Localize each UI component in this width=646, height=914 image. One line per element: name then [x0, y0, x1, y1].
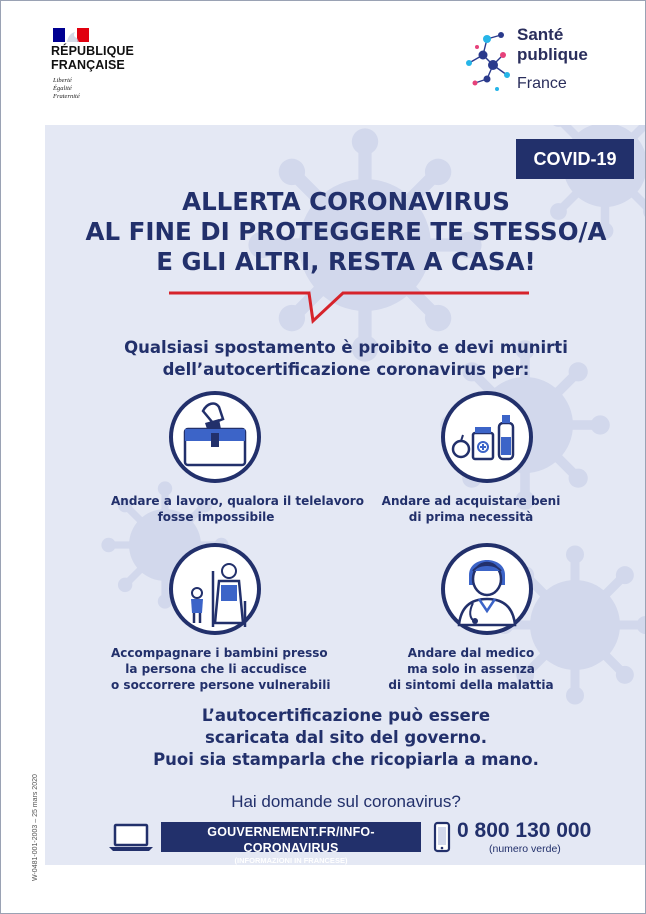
- reason-work-line1: Andare a lavoro, qualora il telelavoro: [111, 494, 364, 508]
- motto-liberte: Liberté: [53, 77, 72, 84]
- speech-bubble-line-icon: [167, 287, 533, 327]
- document-reference: W-0481-001-2003 – 25 mars 2020: [32, 774, 39, 881]
- motto-fraternite: Fraternité: [53, 93, 80, 100]
- reason-doctor-caption: [381, 645, 561, 693]
- sp-line2: publique: [517, 45, 588, 64]
- laptop-icon: [109, 823, 153, 853]
- child-elderly-icon: [167, 541, 263, 637]
- molecule-icon: [463, 25, 515, 99]
- title-line2: AL FINE DI PROTEGGERE TE STESSO/A: [85, 217, 607, 246]
- reason-care-line3: o soccorrere persone vulnerabili: [111, 678, 331, 692]
- intro-line2: dell’autocertificazione coronavirus per:: [162, 360, 530, 379]
- sp-line3: France: [517, 75, 567, 92]
- main-title: [45, 187, 646, 277]
- intro-text: [45, 337, 646, 381]
- questions-text: Hai domande sul coronavirus?: [231, 792, 461, 811]
- reason-doctor-line1: Andare dal medico: [407, 646, 535, 660]
- smartphone-icon: [433, 821, 451, 853]
- reason-shopping-line1: Andare ad acquistare beni: [381, 494, 561, 508]
- reason-work-caption: [111, 493, 364, 525]
- website-note: (INFORMAZIONI IN FRANCESE): [234, 856, 348, 865]
- website-link[interactable]: [161, 822, 421, 865]
- autocertification-note: [45, 705, 646, 771]
- reason-doctor-line2: ma solo in assenza: [407, 662, 535, 676]
- rf-name-line1: RÉPUBLIQUE: [51, 44, 134, 58]
- groceries-icon: [439, 389, 535, 485]
- doctor-icon: [439, 541, 535, 637]
- briefcase-icon: [167, 389, 263, 485]
- rf-name-line2: FRANÇAISE: [51, 58, 125, 72]
- republique-francaise-logo: [51, 28, 171, 108]
- note-line1: L’autocertificazione può essere: [201, 706, 491, 725]
- reason-care-line2: la persona che li accudisce: [125, 662, 307, 676]
- reason-care-line1: Accompagnare i bambini presso: [111, 646, 328, 660]
- covid-badge: COVID-19: [516, 139, 634, 179]
- sp-line1: Santé: [517, 25, 564, 44]
- note-line3: Puoi sia stamparla che ricopiarla a mano.: [153, 750, 539, 769]
- intro-line1: Qualsiasi spostamento è proibito e devi munirti: [124, 338, 568, 357]
- title-line3: E GLI ALTRI, RESTA A CASA!: [156, 247, 536, 276]
- motto-egalite: Égalité: [53, 85, 72, 92]
- french-flag-icon: [53, 28, 89, 42]
- hotline-note: (numero verde): [489, 843, 561, 855]
- reason-work-line2: fosse impossibile: [157, 510, 275, 524]
- reason-shopping-line2: di prima necessità: [408, 510, 534, 524]
- title-line1: ALLERTA CORONAVIRUS: [182, 187, 510, 216]
- reason-doctor-line3: di sintomi della malattia: [388, 678, 554, 692]
- note-line2: scaricata dal sito del governo.: [205, 728, 487, 747]
- reason-shopping-caption: [381, 493, 561, 525]
- rf-name: [51, 44, 134, 72]
- hotline-number[interactable]: 0 800 130 000: [457, 819, 592, 842]
- sp-name: [517, 25, 588, 65]
- website-url[interactable]: GOUVERNEMENT.FR/INFO-CORONAVIRUS: [207, 825, 375, 855]
- rf-motto: [53, 77, 80, 101]
- sante-publique-france-logo: [463, 25, 613, 105]
- reason-care-caption: [111, 645, 331, 693]
